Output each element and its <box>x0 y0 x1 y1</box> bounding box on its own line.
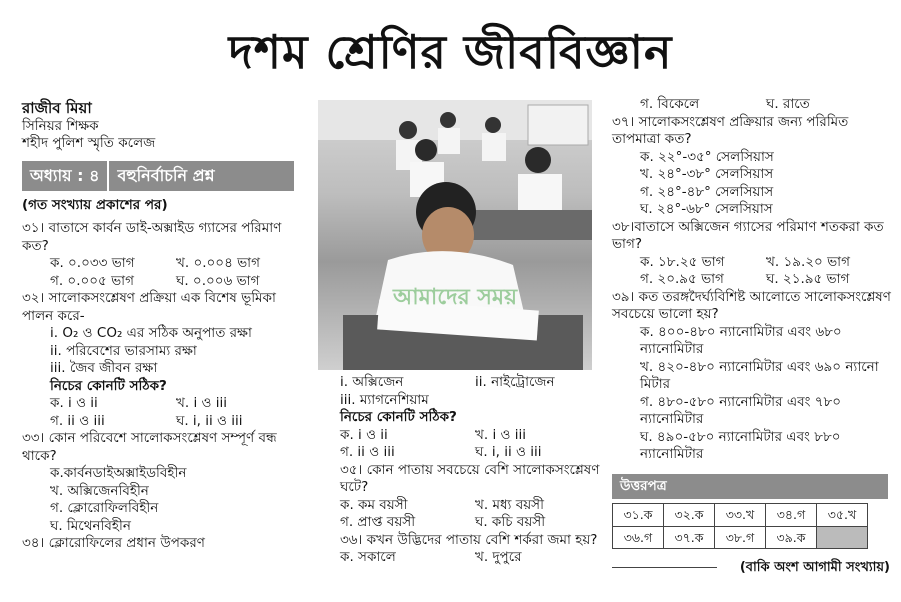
question-36-options-b <box>612 96 892 114</box>
option: ক. ৪০০-৪৮০ ন্যানোমিটার এবং ৬৮০ ন্যানোমিটার <box>640 323 842 357</box>
question-34-options-a <box>340 427 610 445</box>
question-32: ৩২। সালোকসংশ্লেষণ প্রক্রিয়া এক বিশেষ ভূমিকা পালন করে- <box>22 290 276 324</box>
option: গ. ২৪°-৪৮° সেলসিয়াস <box>640 183 774 200</box>
author-designation: সিনিয়র শিক্ষক <box>22 117 99 134</box>
question-31-options-a <box>22 255 302 273</box>
continuation-note: (গত সংখ্যায় প্রকাশের পর) <box>22 196 168 213</box>
author-institution: শহীদ পুলিশ স্মৃতি কলেজ <box>22 135 156 151</box>
answer-cell: ৩৭.ক <box>664 526 715 549</box>
option: ঘ. i, ii ও iii <box>475 444 542 460</box>
option: ঘ. রাতে <box>766 96 810 112</box>
question-38-options-b <box>612 271 892 289</box>
answer-row <box>613 504 868 527</box>
answer-table <box>612 503 868 549</box>
option: খ. i ও iii <box>475 426 526 443</box>
answer-cell: ৩৩.খ <box>715 504 766 527</box>
option: গ. ৪৮০-৫৮০ ন্যানোমিটার এবং ৭৮০ ন্যানোমিটার <box>640 393 842 427</box>
option: গ. ii ও iii <box>50 412 105 429</box>
answer-cell: ৩৫.খ <box>817 504 868 527</box>
option: খ. ৪২০-৪৮০ ন্যানোমিটার এবং ৬৯০ ন্যানো মিটার <box>640 358 879 392</box>
chapter-type: বহুনির্বাচনি প্রশ্ন <box>117 165 215 185</box>
question-39: ৩৯। কত তরঙ্গদৈর্ঘ্যবিশিষ্ট আলোতে সালোকসংশ্লেষণ সবচেয়ে ভালো হয়? <box>612 288 891 322</box>
option: খ. ০.০০৪ ভাগ <box>176 255 260 271</box>
which-correct: নিচের কোনটি সঠিক? <box>340 409 457 425</box>
chapter-number: অধ্যায় : ৪ <box>22 161 109 191</box>
watermark-logo: আমাদের সময় <box>392 285 518 310</box>
question-34: ৩৪। ক্লোরোফিলের প্রধান উপকরণ <box>22 535 205 551</box>
chapter-banner <box>22 161 294 191</box>
option: ক.কার্বনডাইঅক্সাইডবিহীন <box>50 465 187 481</box>
question-31: ৩১। বাতাসে কার্বন ডাই-অক্সাইড গ্যাসের পরিমাণ কত? <box>22 220 282 254</box>
option: গ. বিকেলে <box>640 96 700 112</box>
statement: i. O₂ ও CO₂ এর সঠিক অনুপাত রক্ষা <box>50 325 252 341</box>
answer-cell: ৩৬.গ <box>613 526 664 549</box>
question-38: ৩৮।বাতাসে অক্সিজেন গ্যাসের পরিমাণ শতকরা কত ভাগ? <box>612 218 884 252</box>
option: গ. ২০.৯৫ ভাগ <box>640 271 724 287</box>
column-right <box>612 96 892 549</box>
question-32-options-b <box>22 413 302 431</box>
option: ক. i ও ii <box>50 395 98 411</box>
option: ঘ. মিথেনবিহীন <box>50 517 131 534</box>
column-left <box>22 100 302 553</box>
question-37: ৩৭। সালোকসংশ্লেষণ প্রক্রিয়ার জন্য পরিমিত তাপমাত্রা কত? <box>612 113 849 147</box>
option: খ. অক্সিজেনবিহীন <box>50 482 149 499</box>
option: গ. ii ও iii <box>340 444 395 460</box>
option: খ. i ও iii <box>176 395 227 411</box>
option: ঘ. ২৪°-৬৮° সেলসিয়াস <box>640 201 773 217</box>
question-35-options-a <box>340 497 610 515</box>
option: গ. প্রাপ্ত বয়সী <box>340 514 416 530</box>
statement: i. অক্সিজেন <box>340 374 404 390</box>
author-name: রাজীব মিয়া <box>22 99 92 117</box>
students-illustration <box>318 100 592 370</box>
question-32-options-a <box>22 395 302 413</box>
option: ঘ. ৪৯০-৫৮০ ন্যানোমিটার এবং ৮৮০ ন্যানোমিটার <box>640 428 841 462</box>
option: ঘ. ২১.৯৫ ভাগ <box>766 271 850 287</box>
option: ক. সকালে <box>340 549 396 565</box>
question-31-options-b <box>22 273 302 291</box>
option: ক. i ও ii <box>340 426 388 443</box>
answer-sheet-title: উত্তরপত্র <box>612 474 888 500</box>
continued-note: (বাকি অংশ আগামী সংখ্যায়) <box>739 560 890 575</box>
question-36-options-a <box>340 549 610 567</box>
option: ক. ১৮.২৫ ভাগ <box>640 253 725 270</box>
statement: ii. পরিবেশের ভারসাম্য রক্ষা <box>50 342 197 359</box>
page-title: দশম শ্রেণির জীববিজ্ঞান <box>228 25 673 79</box>
answer-cell: ৩১.ক <box>613 504 664 527</box>
question-35: ৩৫। কোন পাতায় সবচেয়ে বেশি সালোকসংশ্লেষণ ঘটে? <box>340 461 600 495</box>
question-34-options-b <box>340 444 610 462</box>
question-36: ৩৬। কখন উদ্ভিদের পাতায় বেশি শর্করা জমা হয়? <box>340 531 598 548</box>
statement: iii. ম্যাগনেশিয়াম <box>340 391 429 408</box>
exam-hall-photo <box>318 100 592 370</box>
option: ক. ০.০৩৩ ভাগ <box>50 255 135 271</box>
answer-row <box>613 526 868 549</box>
option: ক. কম বয়সী <box>340 496 408 513</box>
option: খ. মধ্য বয়সী <box>475 496 544 513</box>
statement: iii. জৈব জীবন রক্ষা <box>50 360 158 376</box>
option: ক. ২২°-৩৫° সেলসিয়াস <box>640 148 774 165</box>
answer-cell: ৩৯.ক <box>766 526 817 549</box>
question-34-statements <box>340 374 610 392</box>
option: খ. দুপুরে <box>475 549 522 565</box>
which-correct: নিচের কোনটি সঠিক? <box>50 377 167 394</box>
option: ঘ. ০.০০৬ ভাগ <box>176 272 260 289</box>
column-middle <box>340 374 610 567</box>
answer-cell <box>817 526 868 549</box>
option: গ. ক্লোরোফিলবিহীন <box>50 500 159 516</box>
question-35-options-b <box>340 514 610 532</box>
question-38-options-a <box>612 254 892 272</box>
option: ঘ. কচি বয়সী <box>475 514 546 530</box>
answer-cell: ৩৮.গ <box>715 526 766 549</box>
answer-cell: ৩৪.গ <box>766 504 817 527</box>
option: খ. ২৪°-৩৮° সেলসিয়াস <box>640 166 774 182</box>
option: গ. ০.০০৫ ভাগ <box>50 272 134 289</box>
option: ঘ. i, ii ও iii <box>176 412 243 429</box>
statement: ii. নাইট্রোজেন <box>475 374 555 390</box>
answer-cell: ৩২.ক <box>664 504 715 527</box>
question-33: ৩৩। কোন পরিবেশে সালোকসংশ্লেষণ সম্পূর্ণ বন্ধ থাকে? <box>22 430 277 464</box>
option: খ. ১৯.২০ ভাগ <box>766 253 850 270</box>
